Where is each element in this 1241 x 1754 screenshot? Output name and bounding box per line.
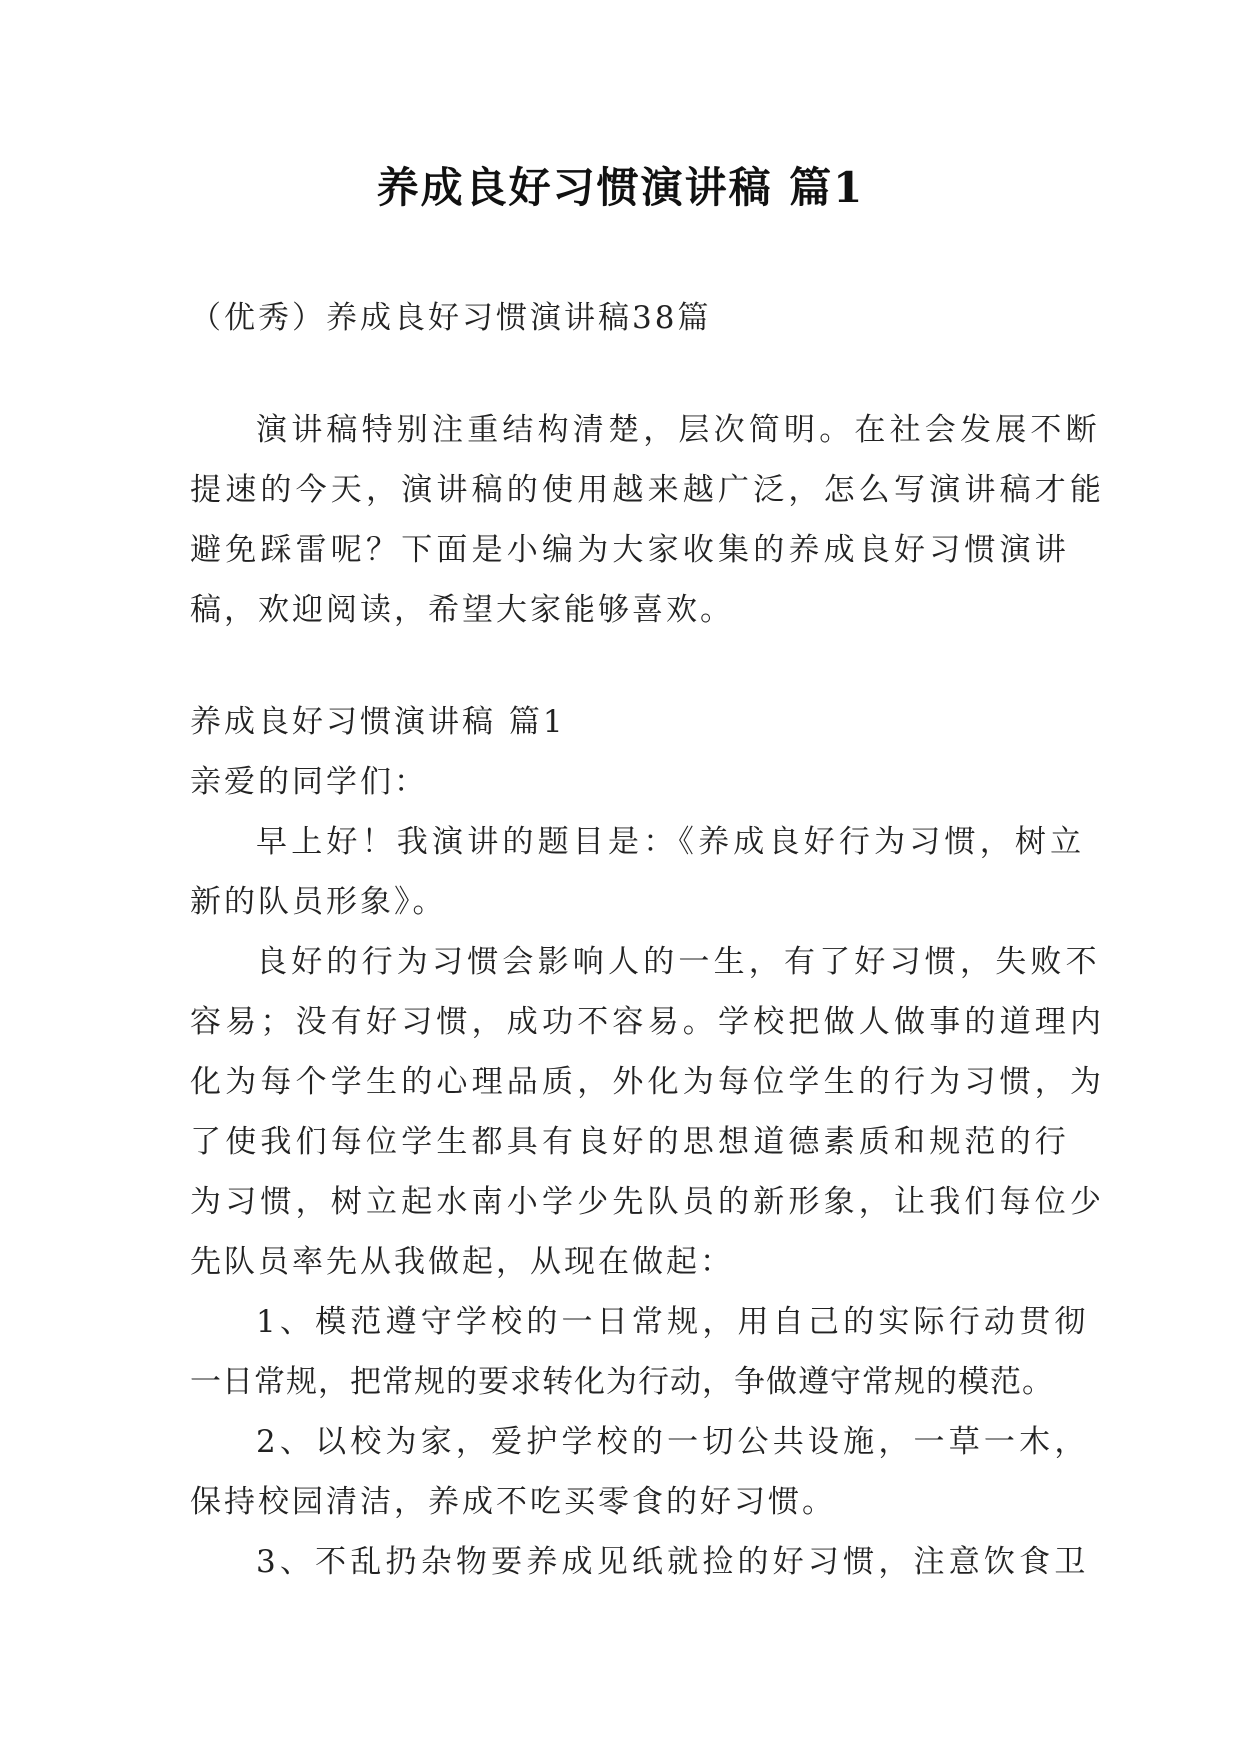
body-line: 保持校园清洁，养成不吃买零食的好习惯。 (190, 1484, 836, 1520)
body-line: 容易；没有好习惯，成功不容易。学校把做人做事的道理内 (190, 1004, 1106, 1040)
body-line: 1、模范遵守学校的一日常规，用自己的实际行动贯彻 (256, 1304, 1090, 1340)
body-line: 为习惯，树立起水南小学少先队员的新形象，让我们每位少 (190, 1184, 1106, 1220)
body-line: 3、不乱扔杂物要养成见纸就捡的好习惯，注意饮食卫 (256, 1544, 1090, 1580)
body-line: 一日常规，把常规的要求转化为行动，争做遵守常规的模范。 (190, 1364, 1054, 1400)
greeting: 亲爱的同学们： (190, 764, 428, 800)
document-title: 养成良好习惯演讲稿 篇1 (376, 163, 865, 212)
body-line: 新的队员形象》。 (190, 884, 447, 920)
body-line: 2、以校为家，爱护学校的一切公共设施，一草一木， (256, 1424, 1090, 1460)
intro-line: 稿，欢迎阅读，希望大家能够喜欢。 (190, 592, 734, 628)
body-line: 先队员率先从我做起，从现在做起： (190, 1244, 734, 1280)
document-subtitle: （优秀）养成良好习惯演讲稿38篇 (190, 300, 712, 336)
body-line: 良好的行为习惯会影响人的一生，有了好习惯，失败不 (256, 944, 1101, 980)
body-line: 早上好！我演讲的题目是：《养成良好行为习惯，树立 (256, 824, 1086, 860)
section-heading: 养成良好习惯演讲稿 篇1 (190, 704, 566, 740)
body-line: 了使我们每位学生都具有良好的思想道德素质和规范的行 (190, 1124, 1070, 1160)
intro-line: 提速的今天，演讲稿的使用越来越广泛，怎么写演讲稿才能 (190, 472, 1106, 508)
intro-line: 演讲稿特别注重结构清楚，层次简明。在社会发展不断 (256, 412, 1101, 448)
intro-line: 避免踩雷呢？下面是小编为大家收集的养成良好习惯演讲 (190, 532, 1070, 568)
body-line: 化为每个学生的心理品质，外化为每位学生的行为习惯，为 (190, 1064, 1106, 1100)
